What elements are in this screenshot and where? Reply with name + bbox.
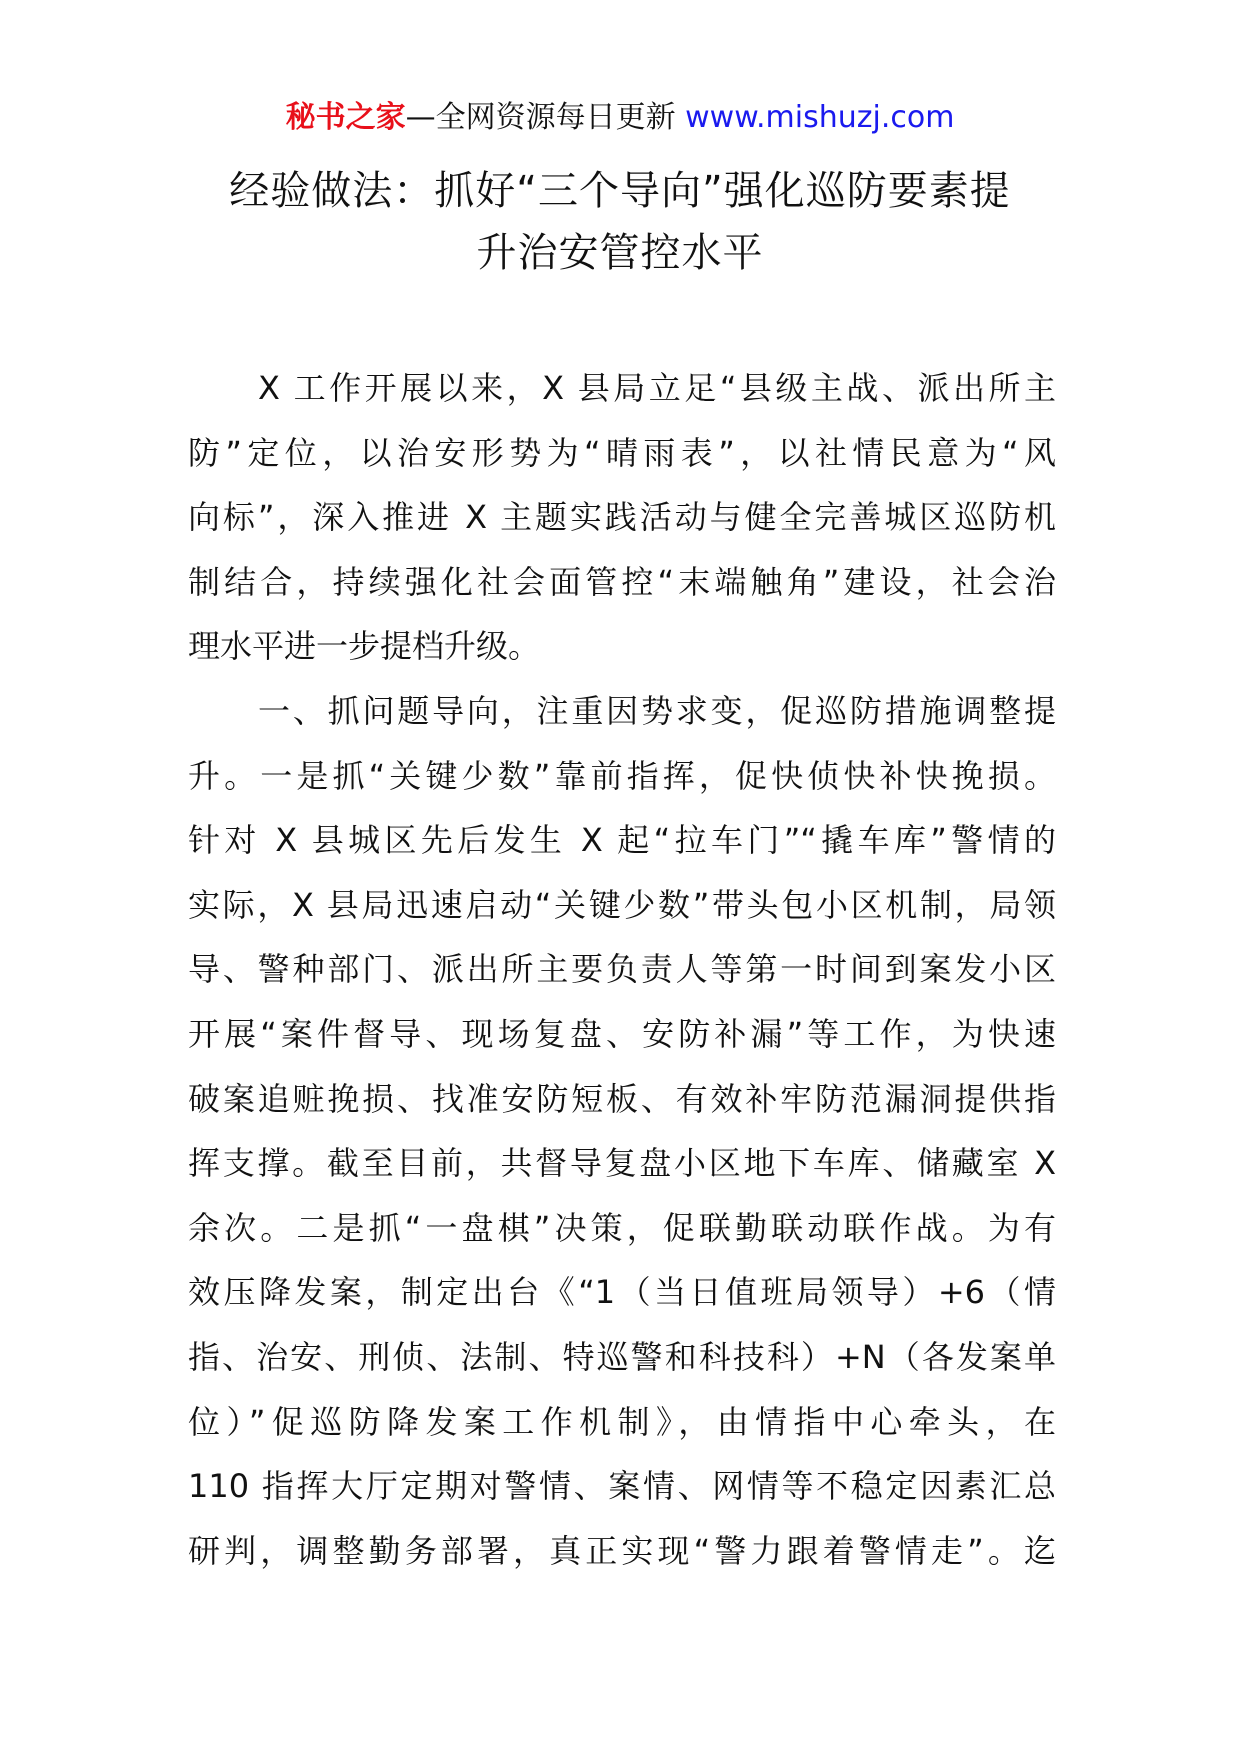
paragraph-intro <box>188 356 1056 679</box>
site-banner <box>0 98 1240 138</box>
text-line: 110 指挥大厅定期对警情、案情、网情等不稳定因素汇总 <box>188 1467 1056 1506</box>
site-brand: 秘书之家 <box>285 100 406 135</box>
text-line: 效压降发案，制定出台《“1（当日值班局领导）+6（情 <box>188 1273 1056 1312</box>
text-line: 一、抓问题导向，注重因势求变，促巡防措施调整提 <box>258 691 1056 730</box>
text-line: 挥支撑。截至目前，共督导复盘小区地下车库、储藏室 X <box>188 1144 1056 1183</box>
text-line: 余次。二是抓“一盘棋”决策，促联勤联动联作战。为有 <box>188 1208 1056 1247</box>
text-line: 指、治安、刑侦、法制、特巡警和科技科）+N（各发案单 <box>188 1337 1056 1376</box>
text-line: 向标”，深入推进 X 主题实践活动与健全完善城区巡防机 <box>188 498 1056 537</box>
text-line: 制结合，持续强化社会面管控“末端触角”建设，社会治 <box>188 562 1056 601</box>
title-line-2: 升治安管控水平 <box>476 230 764 276</box>
text-line: 升。一是抓“关键少数”靠前指挥，促快侦快补快挽损。 <box>188 756 1056 795</box>
site-slogan: —全网资源每日更新 <box>405 100 686 135</box>
text-line: 位）”促巡防降发案工作机制》，由情指中心牵头，在 <box>188 1402 1056 1441</box>
text-line: X 工作开展以来，X 县局立足“县级主战、派出所主 <box>258 369 1056 407</box>
text-line: 破案追赃挽损、找准安防短板、有效补牢防范漏洞提供指 <box>188 1079 1056 1118</box>
text-line: 研判，调整勤务部署，真正实现“警力跟着警情走”。迄 <box>188 1531 1056 1570</box>
title-line-1: 经验做法：抓好“三个导向”强化巡防要素提 <box>229 168 1011 214</box>
text-line: 开展“案件督导、现场复盘、安防补漏”等工作，为快速 <box>188 1014 1056 1053</box>
site-url-link[interactable]: www.mishuzj.com <box>685 100 955 135</box>
document-title <box>160 160 1080 284</box>
document-body <box>188 356 1056 1583</box>
text-line: 实际，X 县局迅速启动“关键少数”带头包小区机制，局领 <box>188 885 1056 924</box>
text-line: 导、警种部门、派出所主要负责人等第一时间到案发小区 <box>188 950 1056 989</box>
text-line: 针对 X 县城区先后发生 X 起“拉车门”“撬车库”警情的 <box>188 821 1056 860</box>
paragraph-section-1 <box>188 679 1056 1583</box>
text-line: 理水平进一步提档升级。 <box>188 627 541 666</box>
text-line: 防”定位，以治安形势为“晴雨表”，以社情民意为“风 <box>188 433 1056 472</box>
